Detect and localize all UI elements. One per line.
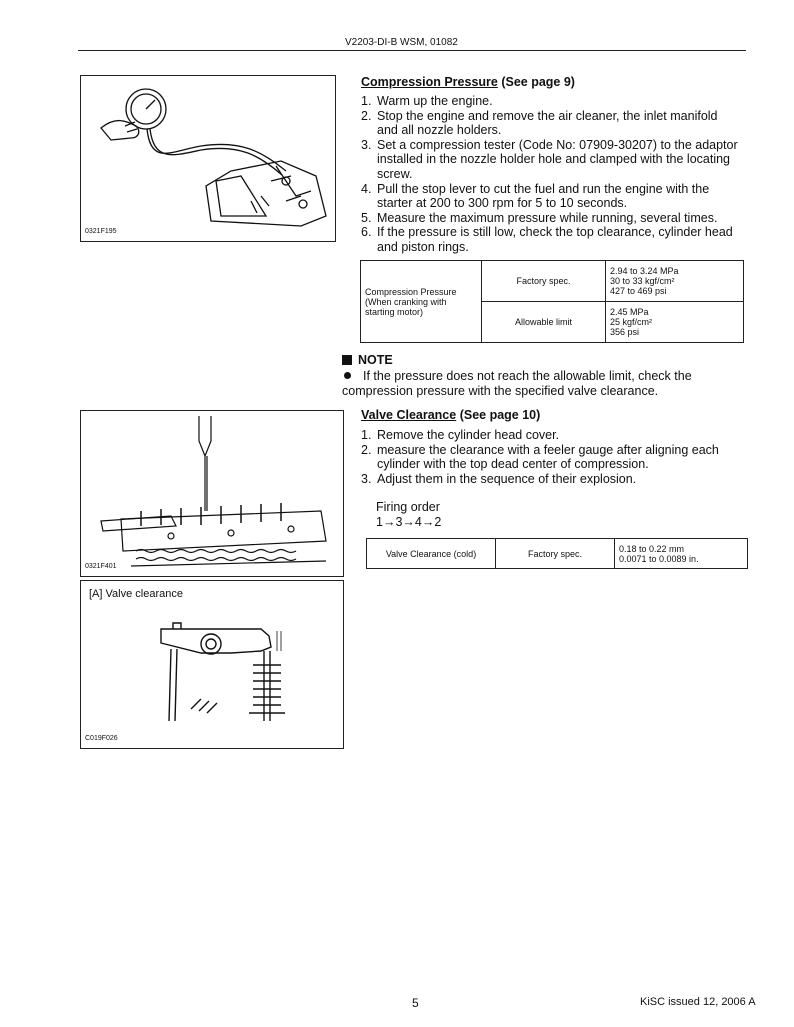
valve-see-page: (See page 10) (456, 408, 541, 422)
compression-tester-illustration (81, 76, 335, 241)
document-header: V2203-DI-B WSM, 01082 (345, 37, 458, 48)
feeler-gauge-illustration (81, 411, 343, 576)
valve-spec-table (366, 538, 748, 569)
spec-label-cell: Factory spec. (496, 539, 615, 569)
note-square-icon (342, 355, 352, 365)
list-item: 2. measure the clearance with a feeler gauge after aligning each cylinder with the top dead center of compression. (361, 442, 719, 472)
valve-steps (361, 428, 741, 486)
list-item: 5. Measure the maximum pressure while running, several times. (361, 210, 718, 225)
compression-section-title (361, 75, 575, 89)
spec-value-cell: 2.94 to 3.24 MPa 30 to 33 kgf/cm² 427 to 469 psi (606, 261, 744, 302)
issue-note: KiSC issued 12, 2006 A (640, 996, 756, 1008)
spec-value-cell: 0.18 to 0.22 mm 0.0071 to 0.0089 in. (615, 539, 748, 569)
compression-spec-table (360, 260, 744, 343)
spec-item-cell: Compression Pressure (When cranking with starting motor) (361, 261, 482, 343)
figure-code: 0321F401 (85, 563, 117, 570)
firing-order (376, 500, 441, 530)
figure-caption: [A] Valve clearance (89, 588, 183, 600)
compression-steps (361, 94, 741, 255)
spec-label-cell: Allowable limit (482, 302, 606, 343)
header-rule (78, 50, 746, 51)
bullet-icon (344, 372, 351, 379)
note-heading: NOTE (342, 353, 393, 367)
compression-see-page: (See page 9) (497, 75, 575, 89)
list-item: 3. Adjust them in the sequence of their explosion. (361, 471, 637, 486)
list-item: 3. Set a compression tester (Code No: 07909-30207) to the adaptor installed in the nozzle holder hole and clamped with the locating screw. (361, 137, 738, 181)
list-item: 1. Warm up the engine. (361, 94, 493, 108)
compression-title: Compression Pressure (361, 75, 498, 89)
spec-item-cell: Valve Clearance (cold) (367, 539, 496, 569)
spec-value-cell: 2.45 MPa 25 kgf/cm² 356 psi (606, 302, 744, 343)
page-number: 5 (412, 996, 419, 1010)
firing-order-sequence: 1→3→4→2 (376, 515, 442, 529)
figure-code: 0321F195 (85, 228, 117, 235)
valve-title: Valve Clearance (361, 408, 457, 422)
valve-section-title (361, 408, 540, 422)
list-item: 2. Stop the engine and remove the air cleaner, the inlet manifold and all nozzle holders. (361, 108, 718, 138)
spec-label-cell: Factory spec. (482, 261, 606, 302)
list-item: 4. Pull the stop lever to cut the fuel and run the engine with the starter at 200 to 300 rpm for 5 to 10 seconds. (361, 181, 710, 211)
firing-order-label: Firing order (376, 500, 440, 514)
list-item: 1. Remove the cylinder head cover. (361, 428, 560, 442)
valve-clearance-illustration (81, 581, 343, 748)
figure-valve-clearance (80, 580, 344, 749)
list-item: 6. If the pressure is still low, check the top clearance, cylinder head and piston rings. (361, 225, 733, 254)
note-body: If the pressure does not reach the allowable limit, check the compression pressure with the specified valve clearance. (342, 369, 692, 398)
figure-compression-tester (80, 75, 336, 242)
figure-code: C019F026 (85, 735, 118, 742)
figure-feeler-gauge (80, 410, 344, 577)
